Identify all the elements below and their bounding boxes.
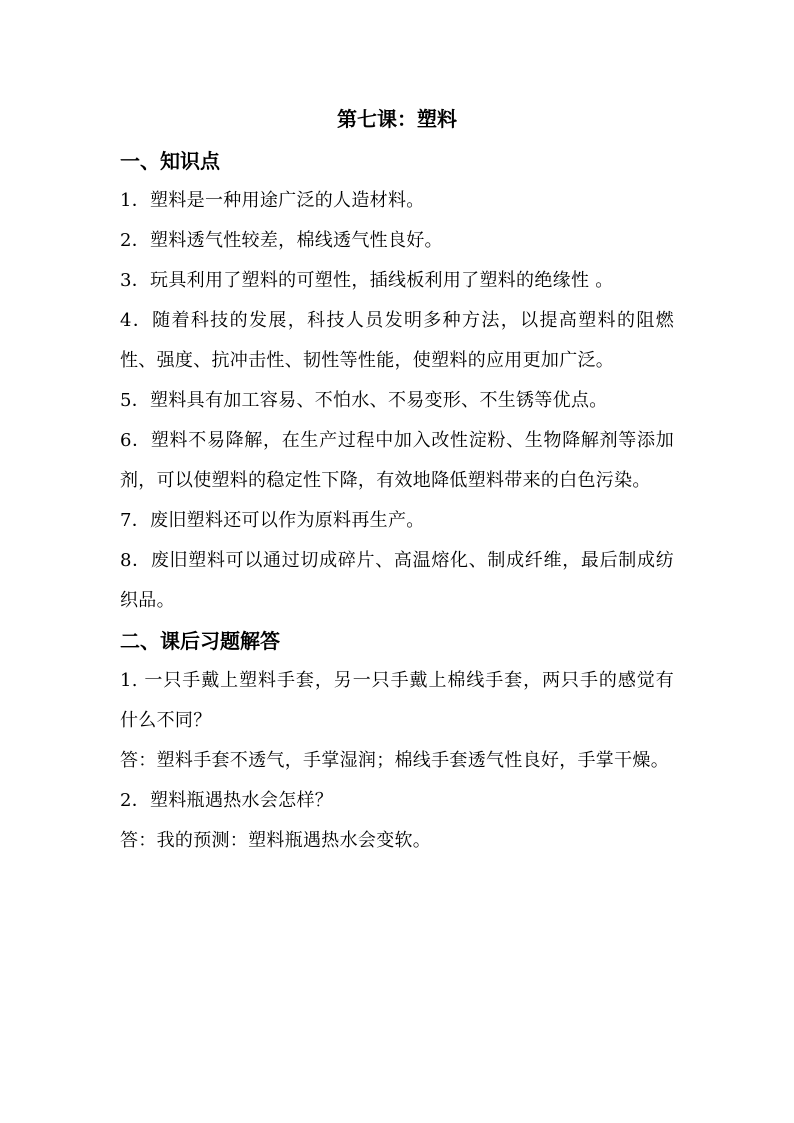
knowledge-item: 7．废旧塑料还可以作为原料再生产。: [120, 510, 425, 531]
knowledge-item: 5．塑料具有加工容易、不怕水、不易变形、不生锈等优点。: [120, 390, 608, 411]
section-heading-exercises: 二、课后习题解答: [120, 629, 280, 653]
document-title: 第七课：塑料: [337, 107, 457, 131]
exercise-question: 1. 一只手戴上塑料手套，另一只手戴上棉线手套，两只手的感觉有什么不同？: [120, 670, 674, 731]
knowledge-item: 3．玩具利用了塑料的可塑性，插线板利用了塑料的绝缘性 。: [120, 270, 614, 291]
exercise-answer: 答：塑料手套不透气，手掌湿润；棉线手套透气性良好，手掌干燥。: [120, 750, 669, 771]
section-heading-knowledge: 一、知识点: [120, 149, 220, 173]
exercise-question: 2．塑料瓶遇热水会怎样？: [120, 790, 334, 811]
exercise-answer: 答：我的预测：塑料瓶遇热水会变软。: [120, 830, 432, 851]
knowledge-item: 4．随着科技的发展，科技人员发明多种方法，以提高塑料的阻燃性、强度、抗冲击性、韧性等性能，使塑料的应用更加广泛。: [120, 310, 674, 371]
knowledge-item: 2．塑料透气性较差，棉线透气性良好。: [120, 230, 443, 251]
document-page: [120, 100, 674, 861]
knowledge-item: 8．废旧塑料可以通过切成碎片、高温熔化、制成纤维，最后制成纺织品。: [120, 550, 674, 611]
knowledge-item: 1．塑料是一种用途广泛的人造材料。: [120, 190, 425, 211]
knowledge-item: 6．塑料不易降解，在生产过程中加入改性淀粉、生物降解剂等添加剂，可以使塑料的稳定性下降，有效地降低塑料带来的白色污染。: [120, 430, 674, 491]
